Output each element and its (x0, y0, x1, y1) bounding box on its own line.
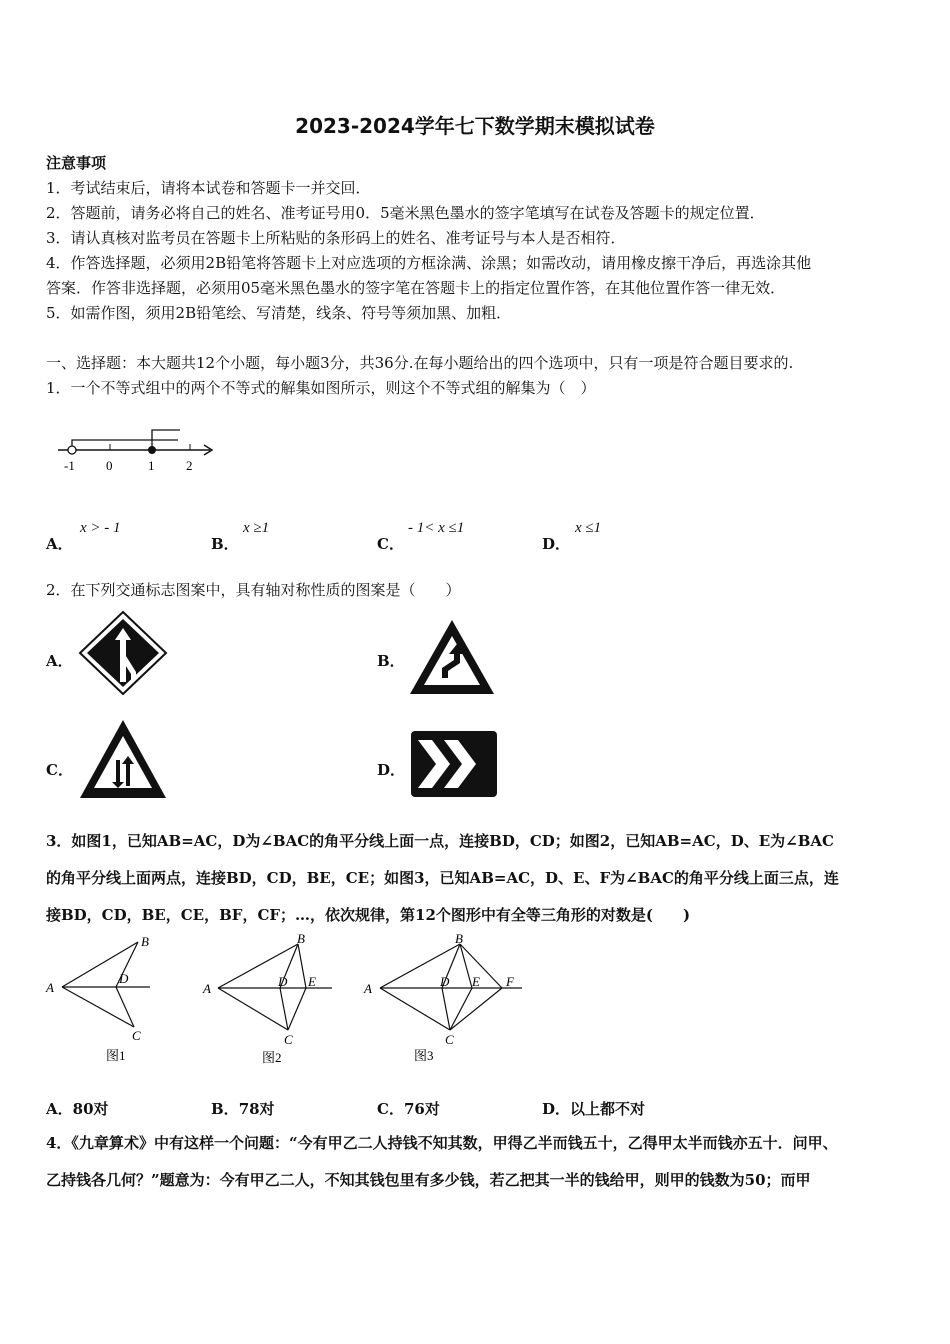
question-1-stem: 1．一个不等式组中的两个不等式的解集如图所示，则这个不等式组的解集为（ ） (46, 379, 596, 397)
question-4-stem: 4．《九章算术》中有这样一个问题：“今有甲乙二人持钱不知其数，甲得乙半而钱五十，乙得甲太半而钱亦五十．问甲、 (46, 1134, 838, 1152)
option-b-label[interactable]: B． (211, 535, 239, 553)
notice-heading: 注意事项 (46, 154, 107, 172)
point-label: A (203, 981, 211, 996)
option-text: 以上都不对 (570, 1100, 646, 1118)
figure-caption: 图3 (414, 1048, 434, 1063)
option-label: A． (46, 1100, 73, 1118)
closed-point (148, 446, 156, 454)
section-heading: 一、选择题：本大题共12个小题，每小题3分，共36分.在每小题给出的四个选项中，只有一项是符合题目要求的. (46, 354, 794, 372)
option-text: 76对 (403, 1100, 440, 1118)
option-d-text: x ≤1 (575, 520, 602, 536)
point-label: A (364, 981, 372, 996)
point-label: B (455, 932, 463, 946)
two-way-traffic-sign-icon (78, 718, 168, 800)
figure-1 (44, 932, 164, 1067)
tick-label: 2 (186, 458, 193, 473)
solution-bracket-upper (72, 440, 178, 450)
point-label: D (278, 974, 288, 989)
point-label: F (506, 974, 514, 989)
chevron-sign-icon (410, 730, 498, 798)
question-2-stem: 2．在下列交通标志图案中，具有轴对称性质的图案是（ ） (46, 581, 461, 599)
notice-item: 答案．作答非选择题，必须用05毫米黑色墨水的签字笔在答题卡上的指定位置作答，在其他位置作答一律无效． (46, 279, 786, 297)
point-label: C (284, 1032, 293, 1047)
point-label: D (119, 971, 129, 986)
tick-label: -1 (64, 458, 75, 473)
point-label: D (440, 974, 450, 989)
option-label: C． (377, 1100, 404, 1118)
point-label: B (297, 932, 305, 946)
option-b[interactable] (211, 1098, 275, 1119)
open-point (68, 446, 76, 454)
option-c-label[interactable]: C． (46, 761, 73, 779)
option-b-label[interactable]: B． (377, 652, 405, 670)
notice-item: 1．考试结束后，请将本试卷和答题卡一并交回． (46, 179, 371, 197)
option-label: B． (211, 1100, 239, 1118)
option-text: 78对 (238, 1100, 275, 1118)
figure-2 (200, 932, 340, 1067)
option-c-label[interactable]: C． (377, 535, 404, 553)
tick-label: 1 (148, 458, 155, 473)
point-label: C (132, 1028, 141, 1043)
option-d-label[interactable]: D． (377, 761, 406, 779)
point-label: B (141, 934, 149, 949)
figure-3 (360, 932, 530, 1067)
question-3-stem: 接BD，CD，BE，CE，BF，CF；…，依次规律，第12个图形中有全等三角形的对数是( ) (46, 906, 691, 924)
option-a-label[interactable]: A． (46, 652, 73, 670)
option-text: 80对 (72, 1100, 109, 1118)
notice-item: 4．作答选择题，必须用2B铅笔将答题卡上对应选项的方框涂满、涂黑；如需改动，请用橡皮擦干净后，再选涂其他 (46, 254, 812, 272)
point-label: C (445, 1032, 454, 1047)
option-label: D． (542, 1100, 571, 1118)
number-line-figure (50, 420, 230, 480)
option-b-text: x ≥1 (243, 520, 270, 536)
option-a-text: x > - 1 (80, 520, 121, 536)
option-d-label[interactable]: D． (542, 535, 571, 553)
figure-caption: 图1 (106, 1048, 126, 1063)
option-c-text: - 1< x ≤1 (408, 520, 465, 536)
tick-label: 0 (106, 458, 113, 473)
merge-lane-sign-icon (78, 610, 168, 696)
point-label: E (472, 974, 480, 989)
point-label: E (308, 974, 316, 989)
option-d[interactable] (542, 1098, 645, 1119)
notice-item: 2．答题前，请务必将自己的姓名、准考证号用0．5毫米黑色墨水的签字笔填写在试卷及答题卡的规定位置． (46, 204, 765, 222)
option-a-label[interactable]: A． (46, 535, 73, 553)
notice-item: 3．请认真核对监考员在答题卡上所粘贴的条形码上的姓名、准考证号与本人是否相符． (46, 229, 626, 247)
curve-warning-sign-icon (408, 618, 496, 696)
question-3-stem: 3．如图1，已知AB=AC，D为∠BAC的角平分线上面一点，连接BD，CD；如图2，已知AB=AC，D、E为∠BAC (46, 832, 834, 850)
option-c[interactable] (377, 1098, 440, 1119)
question-4-stem: 乙持钱各几何？”题意为：今有甲乙二人，不知其钱包里有多少钱，若乙把其一半的钱给甲，则甲的钱数为50；而甲 (46, 1171, 811, 1189)
figure-caption: 图2 (262, 1050, 282, 1065)
question-3-stem: 的角平分线上面两点，连接BD，CD，BE，CE；如图3，已知AB=AC，D、E、F为∠BAC的角平分线上面三点，连 (46, 869, 839, 887)
option-a[interactable] (46, 1098, 109, 1119)
point-label: A (46, 980, 54, 995)
page-title: 2023-2024学年七下数学期末模拟试卷 (295, 114, 655, 138)
notice-item: 5．如需作图，须用2B铅笔绘、写清楚，线条、符号等须加黑、加粗． (46, 304, 512, 322)
